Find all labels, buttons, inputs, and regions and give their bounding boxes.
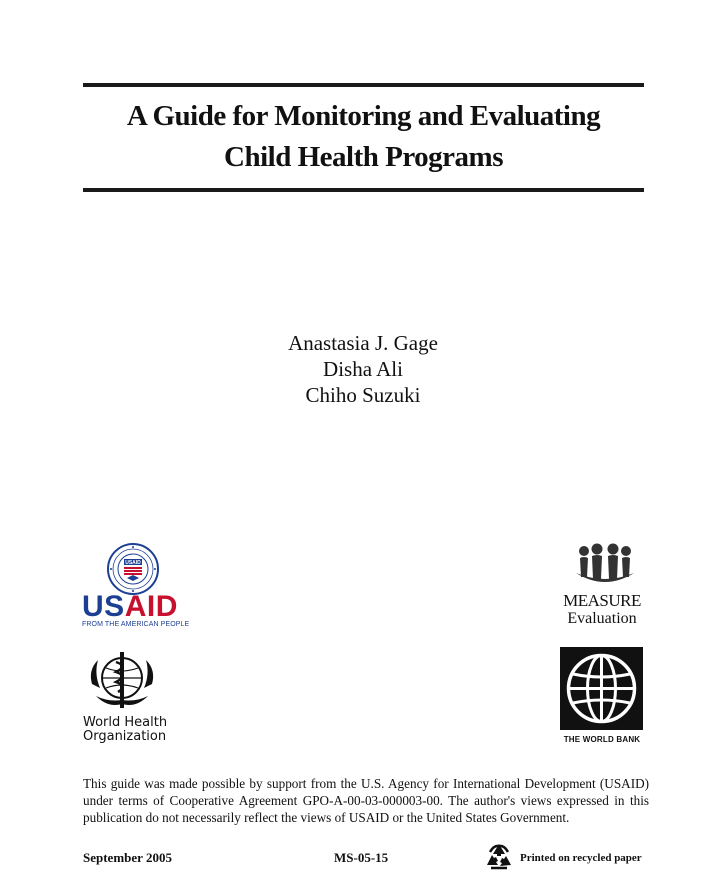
recycled-paper-note: Printed on recycled paper: [520, 852, 642, 864]
top-rule: [83, 83, 644, 87]
usaid-seal-icon: [107, 543, 159, 595]
author-3: Chiho Suzuki: [305, 383, 421, 407]
world-bank-globe-icon: [560, 647, 643, 730]
measure-line-1: MEASURE: [563, 591, 641, 610]
measure-figures-icon: [576, 543, 634, 589]
who-line-1: World Health: [83, 715, 168, 730]
bottom-rule: [83, 188, 644, 192]
usaid-seal-text: USAID: [125, 560, 141, 566]
author-list: [200, 330, 526, 408]
recycle-icon: [484, 842, 514, 872]
author-2: Disha Ali: [323, 357, 403, 381]
title-line-1: A Guide for Monitoring and Evaluating: [126, 100, 601, 132]
who-line-2: Organization: [83, 729, 167, 744]
publication-date: September 2005: [83, 850, 172, 865]
world-bank-wordmark: THE WORLD BANK: [563, 735, 641, 744]
title-line-2: Child Health Programs: [224, 141, 503, 173]
document-title: [83, 96, 644, 178]
measure-wordmark: [556, 592, 648, 628]
support-note: This guide was made possible by support from the U.S. Agency for International Development (USAID) under terms of Cooperative Agreement GPO-A-00-03-000003-00. The author's views expressed in this publication do not necessarily reflect the views of USAID or the United States Government.: [83, 776, 649, 825]
who-wordmark: [83, 716, 167, 744]
document-code: MS-05-15: [334, 850, 389, 865]
usaid-wordmark-us: US: [82, 590, 125, 623]
usaid-tagline: FROM THE AMERICAN PEOPLE: [82, 621, 190, 628]
who-emblem-icon: [82, 648, 162, 714]
author-1: Anastasia J. Gage: [288, 331, 438, 355]
usaid-wordmark: [82, 590, 178, 624]
measure-line-2: Evaluation: [567, 610, 637, 627]
usaid-wordmark-aid: AID: [124, 590, 178, 623]
